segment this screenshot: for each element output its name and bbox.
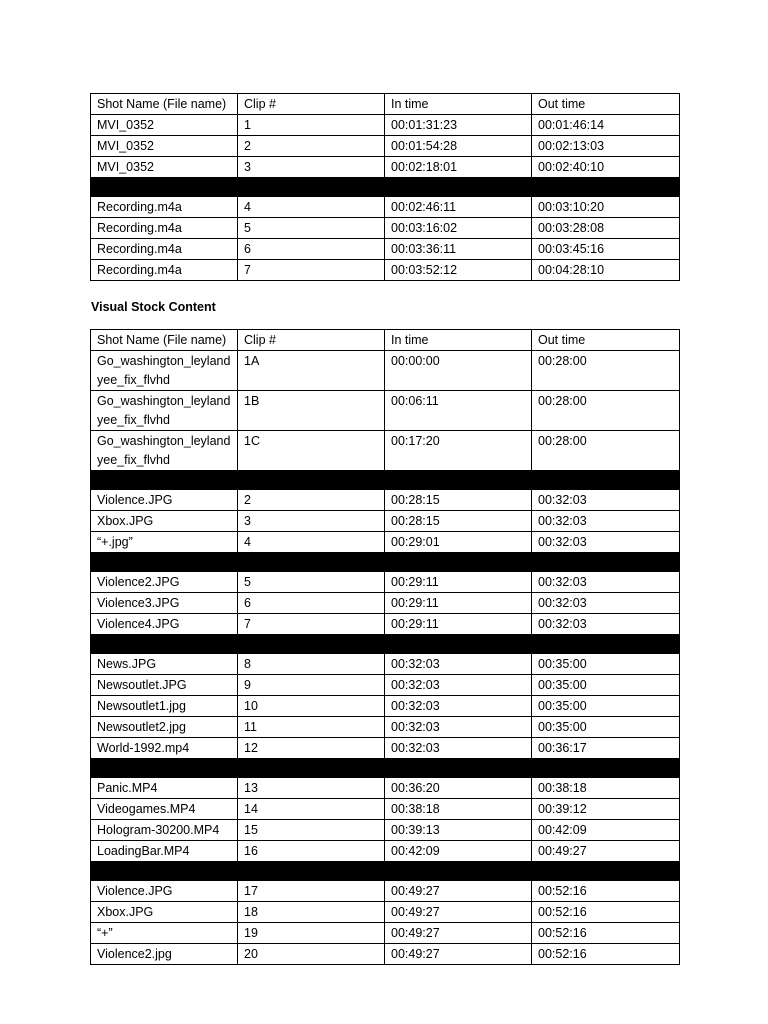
shot-name-cell: Violence3.JPG: [91, 593, 238, 614]
table-row: [91, 778, 680, 799]
in-time-cell: 00:32:03: [385, 717, 532, 738]
header-in-time: In time: [385, 94, 532, 115]
clip-number-cell: 15: [238, 820, 385, 841]
out-time-cell: 00:52:16: [532, 881, 680, 902]
separator-row: [91, 471, 680, 490]
out-time-cell: 00:32:03: [532, 593, 680, 614]
header-row: [91, 330, 680, 351]
header-row: [91, 94, 680, 115]
out-time-cell: 00:32:03: [532, 490, 680, 511]
shot-name-cell: “+.jpg”: [91, 532, 238, 553]
clip-number-cell: 1A: [238, 351, 385, 391]
table-row: [91, 717, 680, 738]
in-time-cell: 00:32:03: [385, 675, 532, 696]
table-row: [91, 157, 680, 178]
table-row: [91, 902, 680, 923]
out-time-cell: 00:32:03: [532, 614, 680, 635]
out-time-cell: 00:35:00: [532, 654, 680, 675]
out-time-cell: 00:32:03: [532, 511, 680, 532]
shot-name-cell: Xbox.JPG: [91, 511, 238, 532]
shot-name-cell: Violence2.jpg: [91, 944, 238, 965]
header-shot-name: Shot Name (File name): [91, 330, 238, 351]
shot-name-cell: Newsoutlet2.jpg: [91, 717, 238, 738]
table-row: [91, 696, 680, 717]
shot-name-cell: World-1992.mp4: [91, 738, 238, 759]
in-time-cell: 00:49:27: [385, 923, 532, 944]
audio-video-clips-table: [90, 93, 680, 281]
in-time-cell: 00:28:15: [385, 511, 532, 532]
shot-name-cell: MVI_0352: [91, 157, 238, 178]
clip-number-cell: 7: [238, 260, 385, 281]
shot-name-cell: Recording.m4a: [91, 197, 238, 218]
separator-row: [91, 553, 680, 572]
clip-number-cell: 17: [238, 881, 385, 902]
in-time-cell: 00:06:11: [385, 391, 532, 431]
shot-name-cell: Videogames.MP4: [91, 799, 238, 820]
shot-name-cell: MVI_0352: [91, 136, 238, 157]
clip-number-cell: 1C: [238, 431, 385, 471]
section-heading: Visual Stock Content: [91, 300, 216, 314]
shot-name-cell: Go_washington_leylandyee_fix_flvhd: [91, 431, 238, 471]
clip-number-cell: 16: [238, 841, 385, 862]
out-time-cell: 00:35:00: [532, 675, 680, 696]
out-time-cell: 00:03:28:08: [532, 218, 680, 239]
table-row: [91, 260, 680, 281]
in-time-cell: 00:32:03: [385, 696, 532, 717]
clip-number-cell: 6: [238, 593, 385, 614]
clip-number-cell: 1: [238, 115, 385, 136]
out-time-cell: 00:01:46:14: [532, 115, 680, 136]
header-out-time: Out time: [532, 330, 680, 351]
table-row: [91, 614, 680, 635]
shot-name-cell: Newsoutlet.JPG: [91, 675, 238, 696]
separator-bar: [91, 759, 680, 778]
shot-name-cell: Newsoutlet1.jpg: [91, 696, 238, 717]
separator-row: [91, 759, 680, 778]
in-time-cell: 00:36:20: [385, 778, 532, 799]
shot-name-cell: MVI_0352: [91, 115, 238, 136]
table-row: [91, 593, 680, 614]
in-time-cell: 00:03:36:11: [385, 239, 532, 260]
header-in-time: In time: [385, 330, 532, 351]
in-time-cell: 00:29:11: [385, 593, 532, 614]
out-time-cell: 00:42:09: [532, 820, 680, 841]
clip-number-cell: 4: [238, 532, 385, 553]
in-time-cell: 00:00:00: [385, 351, 532, 391]
clip-number-cell: 10: [238, 696, 385, 717]
shot-name-cell: Panic.MP4: [91, 778, 238, 799]
out-time-cell: 00:35:00: [532, 696, 680, 717]
out-time-cell: 00:52:16: [532, 923, 680, 944]
table-row: [91, 675, 680, 696]
out-time-cell: 00:35:00: [532, 717, 680, 738]
in-time-cell: 00:38:18: [385, 799, 532, 820]
out-time-cell: 00:38:18: [532, 778, 680, 799]
table-row: [91, 532, 680, 553]
table-row: [91, 799, 680, 820]
out-time-cell: 00:03:45:16: [532, 239, 680, 260]
table-row: [91, 431, 680, 471]
table1-body: [91, 94, 680, 281]
shot-name-cell: Violence4.JPG: [91, 614, 238, 635]
clip-number-cell: 5: [238, 572, 385, 593]
out-time-cell: 00:03:10:20: [532, 197, 680, 218]
shot-name-cell: Hologram-30200.MP4: [91, 820, 238, 841]
out-time-cell: 00:28:00: [532, 391, 680, 431]
out-time-cell: 00:49:27: [532, 841, 680, 862]
table-row: [91, 654, 680, 675]
clip-number-cell: 9: [238, 675, 385, 696]
table-row: [91, 820, 680, 841]
visual-stock-content-table: [90, 329, 680, 965]
table-row: [91, 490, 680, 511]
in-time-cell: 00:39:13: [385, 820, 532, 841]
in-time-cell: 00:29:11: [385, 572, 532, 593]
table-row: [91, 351, 680, 391]
shot-name-cell: “+”: [91, 923, 238, 944]
clip-number-cell: 2: [238, 136, 385, 157]
out-time-cell: 00:04:28:10: [532, 260, 680, 281]
in-time-cell: 00:28:15: [385, 490, 532, 511]
separator-bar: [91, 553, 680, 572]
table-row: [91, 511, 680, 532]
table-row: [91, 572, 680, 593]
clip-number-cell: 20: [238, 944, 385, 965]
in-time-cell: 00:42:09: [385, 841, 532, 862]
header-out-time: Out time: [532, 94, 680, 115]
header-clip-number: Clip #: [238, 94, 385, 115]
in-time-cell: 00:49:27: [385, 902, 532, 923]
in-time-cell: 00:32:03: [385, 654, 532, 675]
table-row: [91, 944, 680, 965]
separator-bar: [91, 862, 680, 881]
table-row: [91, 197, 680, 218]
shot-name-cell: Go_washington_leylandyee_fix_flvhd: [91, 351, 238, 391]
table-row: [91, 841, 680, 862]
clip-number-cell: 1B: [238, 391, 385, 431]
table-row: [91, 115, 680, 136]
table-row: [91, 218, 680, 239]
out-time-cell: 00:36:17: [532, 738, 680, 759]
clip-number-cell: 18: [238, 902, 385, 923]
shot-name-cell: Violence.JPG: [91, 490, 238, 511]
table-row: [91, 391, 680, 431]
table-row: [91, 239, 680, 260]
clip-number-cell: 6: [238, 239, 385, 260]
table2-body: [91, 330, 680, 965]
in-time-cell: 00:02:18:01: [385, 157, 532, 178]
in-time-cell: 00:01:31:23: [385, 115, 532, 136]
out-time-cell: 00:39:12: [532, 799, 680, 820]
separator-row: [91, 178, 680, 197]
header-clip-number: Clip #: [238, 330, 385, 351]
out-time-cell: 00:32:03: [532, 532, 680, 553]
out-time-cell: 00:52:16: [532, 944, 680, 965]
clip-number-cell: 2: [238, 490, 385, 511]
shot-name-cell: Go_washington_leylandyee_fix_flvhd: [91, 391, 238, 431]
in-time-cell: 00:29:11: [385, 614, 532, 635]
in-time-cell: 00:03:52:12: [385, 260, 532, 281]
clip-number-cell: 3: [238, 511, 385, 532]
clip-number-cell: 8: [238, 654, 385, 675]
separator-bar: [91, 471, 680, 490]
in-time-cell: 00:01:54:28: [385, 136, 532, 157]
shot-name-cell: News.JPG: [91, 654, 238, 675]
in-time-cell: 00:49:27: [385, 881, 532, 902]
in-time-cell: 00:03:16:02: [385, 218, 532, 239]
clip-number-cell: 4: [238, 197, 385, 218]
shot-name-cell: Xbox.JPG: [91, 902, 238, 923]
out-time-cell: 00:02:13:03: [532, 136, 680, 157]
shot-name-cell: Violence.JPG: [91, 881, 238, 902]
in-time-cell: 00:29:01: [385, 532, 532, 553]
clip-number-cell: 7: [238, 614, 385, 635]
in-time-cell: 00:02:46:11: [385, 197, 532, 218]
separator-row: [91, 862, 680, 881]
clip-number-cell: 13: [238, 778, 385, 799]
header-shot-name: Shot Name (File name): [91, 94, 238, 115]
out-time-cell: 00:28:00: [532, 351, 680, 391]
clip-number-cell: 5: [238, 218, 385, 239]
in-time-cell: 00:17:20: [385, 431, 532, 471]
separator-bar: [91, 178, 680, 197]
in-time-cell: 00:49:27: [385, 944, 532, 965]
shot-name-cell: LoadingBar.MP4: [91, 841, 238, 862]
clip-number-cell: 3: [238, 157, 385, 178]
table-row: [91, 923, 680, 944]
table-row: [91, 738, 680, 759]
out-time-cell: 00:02:40:10: [532, 157, 680, 178]
shot-name-cell: Recording.m4a: [91, 239, 238, 260]
clip-number-cell: 11: [238, 717, 385, 738]
table-row: [91, 136, 680, 157]
shot-name-cell: Violence2.JPG: [91, 572, 238, 593]
table-row: [91, 881, 680, 902]
in-time-cell: 00:32:03: [385, 738, 532, 759]
clip-number-cell: 12: [238, 738, 385, 759]
out-time-cell: 00:32:03: [532, 572, 680, 593]
out-time-cell: 00:52:16: [532, 902, 680, 923]
clip-number-cell: 19: [238, 923, 385, 944]
out-time-cell: 00:28:00: [532, 431, 680, 471]
shot-name-cell: Recording.m4a: [91, 218, 238, 239]
separator-bar: [91, 635, 680, 654]
separator-row: [91, 635, 680, 654]
clip-number-cell: 14: [238, 799, 385, 820]
shot-name-cell: Recording.m4a: [91, 260, 238, 281]
